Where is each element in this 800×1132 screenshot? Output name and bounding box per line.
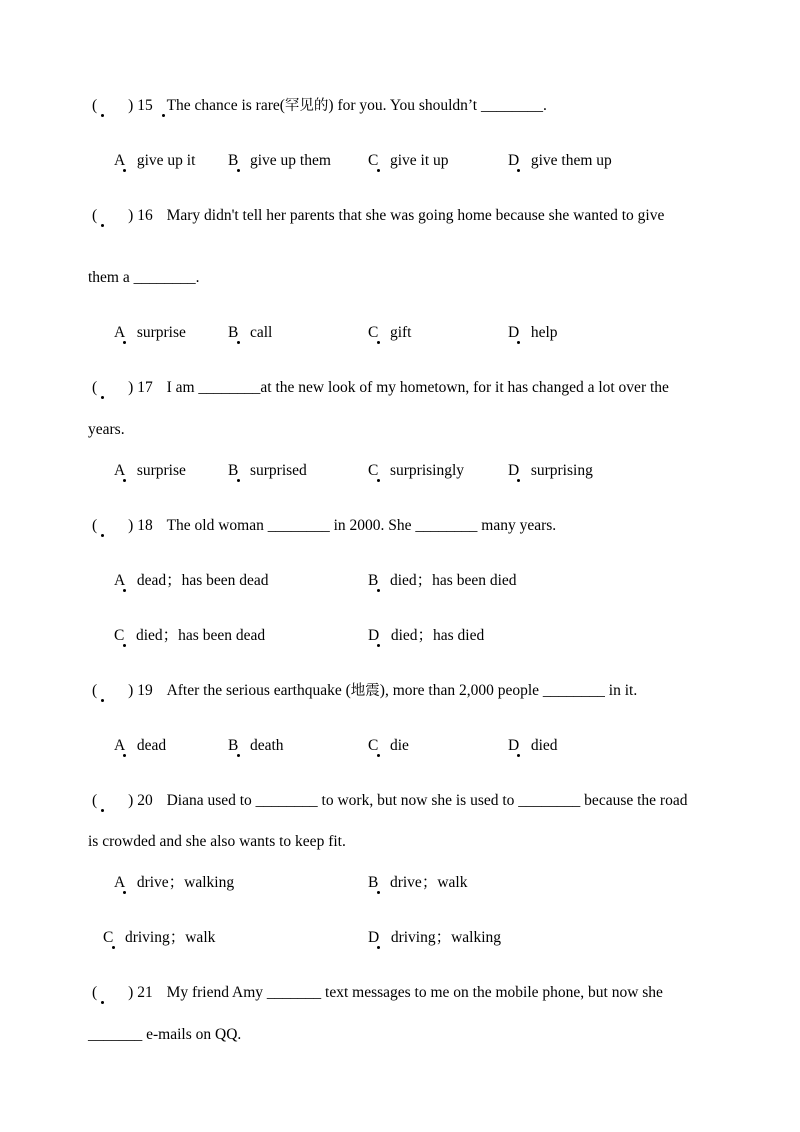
option-a[interactable]: A drive；walking bbox=[114, 874, 235, 891]
question-15-stem bbox=[92, 96, 547, 116]
option-c[interactable]: C surprisingly bbox=[368, 462, 465, 479]
option-c[interactable]: C driving；walk bbox=[103, 929, 216, 946]
question-text: After the serious earthquake ( bbox=[166, 682, 351, 699]
question-text: I am ________at the new look of my hometown, for it has changed a lot over the bbox=[166, 379, 669, 396]
option-b[interactable]: B death bbox=[228, 737, 284, 754]
option-c[interactable]: C die bbox=[368, 737, 409, 754]
option-c[interactable]: C gift bbox=[368, 324, 412, 341]
question-number: ( ) 16 bbox=[92, 207, 153, 224]
question-text: The chance is rare( bbox=[166, 97, 285, 114]
question-number: ( ) 18 bbox=[92, 517, 153, 534]
question-number: ( ) 15 bbox=[92, 97, 153, 114]
option-d[interactable]: D driving；walking bbox=[368, 929, 502, 946]
question-text-cont: ) for you. You shouldn’t ________. bbox=[328, 97, 547, 114]
question-16-stem-line2: them a ________. bbox=[88, 269, 200, 286]
question-number: ( ) 21 bbox=[92, 984, 153, 1001]
option-a[interactable]: A dead；has been dead bbox=[114, 572, 269, 589]
option-a[interactable]: A give up it bbox=[114, 152, 196, 169]
question-17-stem bbox=[92, 378, 669, 398]
chinese-gloss: 罕见的 bbox=[284, 98, 329, 114]
question-18-stem bbox=[92, 516, 556, 536]
question-text: Diana used to ________ to work, but now she is used to ________ because the road bbox=[166, 792, 688, 809]
option-d[interactable]: D died bbox=[508, 737, 558, 754]
question-20-stem-line2: is crowded and she also wants to keep fit. bbox=[88, 833, 346, 850]
option-b[interactable]: B surprised bbox=[228, 462, 307, 479]
option-b[interactable]: B call bbox=[228, 324, 273, 341]
question-text: My friend Amy _______ text messages to me on the mobile phone, but now she bbox=[166, 984, 663, 1001]
question-number: ( ) 17 bbox=[92, 379, 153, 396]
option-a[interactable]: A surprise bbox=[114, 462, 186, 479]
question-text: The old woman ________ in 2000. She ________ many years. bbox=[166, 517, 557, 534]
option-d[interactable]: D help bbox=[508, 324, 558, 341]
question-21-stem-line2: _______ e-mails on QQ. bbox=[88, 1026, 242, 1043]
question-19-stem bbox=[92, 681, 637, 701]
question-number: ( ) 19 bbox=[92, 682, 153, 699]
question-17-stem-line2: years. bbox=[88, 421, 125, 438]
option-a[interactable]: A surprise bbox=[114, 324, 186, 341]
option-b[interactable]: B give up them bbox=[228, 152, 331, 169]
option-c[interactable]: C give it up bbox=[368, 152, 449, 169]
question-text: Mary didn't tell her parents that she was going home because she wanted to give bbox=[166, 207, 665, 224]
question-20-stem bbox=[92, 791, 687, 811]
option-b[interactable]: B drive；walk bbox=[368, 874, 468, 891]
option-d[interactable]: D surprising bbox=[508, 462, 593, 479]
question-text-cont: ), more than 2,000 people ________ in it. bbox=[379, 682, 638, 699]
option-a[interactable]: A dead bbox=[114, 737, 167, 754]
question-16-stem bbox=[92, 206, 664, 226]
option-d[interactable]: D died；has died bbox=[368, 627, 485, 644]
option-b[interactable]: B died；has been died bbox=[368, 572, 517, 589]
option-d[interactable]: D give them up bbox=[508, 152, 612, 169]
question-21-stem bbox=[92, 983, 663, 1003]
question-number: ( ) 20 bbox=[92, 792, 153, 809]
option-c[interactable]: C died；has been dead bbox=[114, 627, 266, 644]
chinese-gloss: 地震 bbox=[350, 683, 380, 699]
